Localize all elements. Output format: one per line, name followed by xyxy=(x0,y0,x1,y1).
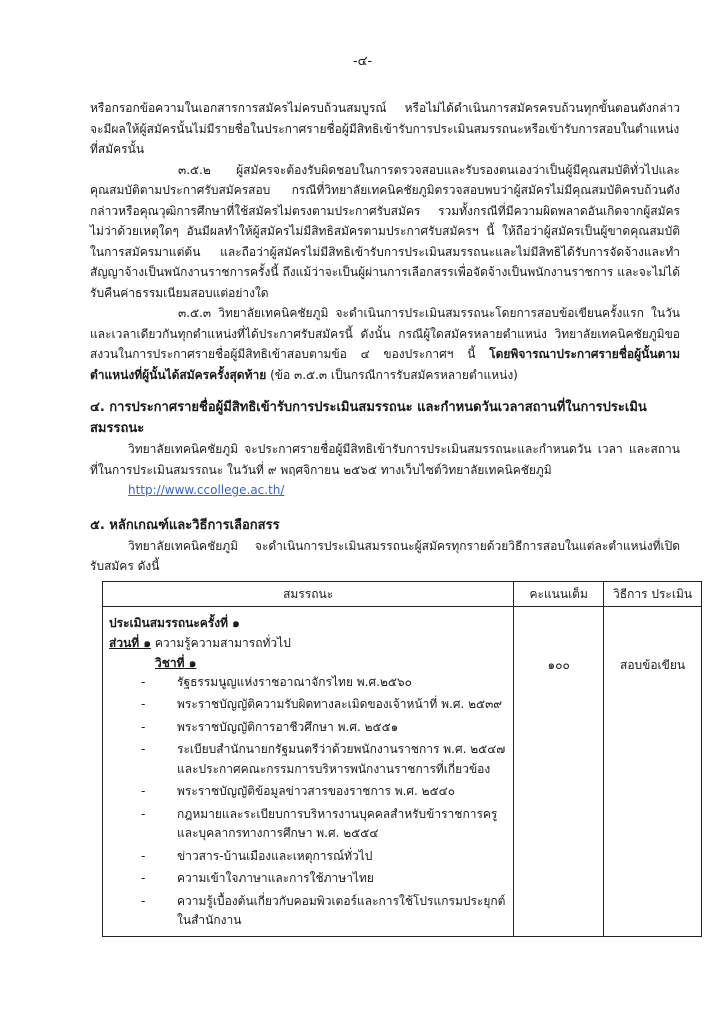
subject-items xyxy=(109,673,507,931)
method-value: สอบข้อเขียน xyxy=(620,657,686,672)
section-4-text: วิทยาลัยเทคนิคชัยภูมิ จะประกาศรายชื่อผู้มีสิทธิเข้ารับการประเมินสมรรถนะและกำหนดวัน เวลา และสถานที่ในการประเมินสมรรถนะ ในวันที่ ๙ พฤศจิกายน ๒๕๖๕ ทางเว็บไซต์วิทยาลัยเทคนิคชัยภูมิ xyxy=(90,442,680,477)
part-text: ความรู้ความสามารถทั่วไป xyxy=(154,635,291,650)
list-item: - พระราชบัญญัติข้อมูลข่าวสารของราชการ พ.ศ. ๒๕๔๐ xyxy=(109,782,507,802)
section-4-heading: ๔. การประกาศรายชื่อผู้มีสิทธิเข้ารับการประเมินสมรรถนะ และกำหนดวันเวลาสถานที่ในการประเมินสมรรถนะ xyxy=(90,400,647,436)
list-item: - รัฐธรรมนูญแห่งราชอาณาจักรไทย พ.ศ.๒๕๖๐ xyxy=(109,673,507,693)
list-item: - ความเข้าใจภาษาและการใช้ภาษาไทย xyxy=(109,869,507,889)
list-item: - ข่าวสาร-บ้านเมืองและเหตุการณ์ทั่วไป xyxy=(109,847,507,867)
p3-normal-text: ๓.๕.๓ วิทยาลัยเทคนิคชัยภูมิ จะดำเนินการประเมินสมรรถนะโดยการสอบข้อเขียนครั้งแรก ในวันและเวลาเดียวกันทุกตำแหน่งที่ได้ประกาศรับสมัครนี้ ดังนั้น กรณีผู้ใดสมัครหลายตำแหน่ง วิทยาลัยเทคนิคชัยภูมิขอสงวนในการประกาศรายชื่อผู้มีสิทธิเข้าสอบตามข้อ ๔ ของประกาศฯ นี้ xyxy=(90,306,680,361)
document-body xyxy=(90,98,693,937)
list-item: - พระราชบัญญัติการอาชีวศึกษา พ.ศ. ๒๕๕๑ xyxy=(109,718,507,738)
list-item: - พระราชบัญญัติความรับผิดทางละเมิดของเจ้าหน้าที่ พ.ศ. ๒๕๓๙ xyxy=(109,695,507,715)
section-4-link-line xyxy=(90,480,680,501)
page-number: -๔- xyxy=(352,54,373,69)
header-method: วิธีการ ประเมิน xyxy=(604,581,702,606)
section-5-heading: ๕. หลักเกณฑ์และวิธีการเลือกสรร xyxy=(90,517,280,533)
header-competency: สมรรถนะ xyxy=(103,581,514,606)
header-full-score: คะแนนเต็ม xyxy=(514,581,604,606)
p3-bold-text: โดยพิจารณาประกาศรายชื่อผู้นั้นตามตำแหน่งที่ผู้นั้นได้สมัครครั้งสุดท้าย xyxy=(90,347,680,382)
part-label: ส่วนที่ ๑ xyxy=(109,635,151,650)
table-header-row xyxy=(103,581,702,606)
list-item: - กฎหมายและระเบียบการบริหารงานบุคคลสำหรับข้าราชการครูและบุคลากรทางการศึกษา พ.ศ. ๒๕๕๔ xyxy=(109,805,507,844)
method-cell xyxy=(604,606,702,936)
subject-label: วิชาที่ ๑ xyxy=(155,655,197,670)
competency-table xyxy=(102,581,702,937)
paragraph-3-5-2: ๓.๕.๒ ผู้สมัครจะต้องรับผิดชอบในการตรวจสอบและรับรองตนเองว่าเป็นผู้มีคุณสมบัติทั่วไปและคุณสมบัติตามประกาศรับสมัครสอบ กรณีที่วิทยาลัยเทคนิคชัยภูมิตรวจสอบพบว่าผู้สมัครไม่มีคุณสมบัติครบถ้วนดังกล่าวหรือคุณวุฒิการศึกษาที่ใช้สมัครไม่ตรงตามประกาศรับสมัคร รวมทั้งกรณีที่มีความผิดพลาดอันเกิดจากผู้สมัครไม่ว่าด้วยเหตุใดๆ อันมีผลทำให้ผู้สมัครไม่มีสิทธิสมัครตามประกาศรับสมัครฯ นี้ ให้ถือว่าผู้สมัครเป็นผู้ขาดคุณสมบัติในการสมัครมาแต่ต้น และถือว่าผู้สมัครไม่มีสิทธิเข้ารับการประเมินสมรรถนะและไม่มีสิทธิได้รับการจัดจ้างและทำสัญญาจ้างเป็นพนักงานราชการครั้งนี้ ถึงแม้ว่าจะเป็นผู้ผ่านการเลือกสรรเพื่อจัดจ้างเป็นพนักงานราชการ และจะไม่ได้รับคืนค่าธรรมเนียมสอบแต่อย่างใด xyxy=(90,162,680,300)
p3-tail-text: (ข้อ ๓.๕.๓ เป็นกรณีการรับสมัครหลายตำแหน่ง) xyxy=(270,367,518,382)
score-value: ๑๐๐ xyxy=(547,657,570,672)
list-item: - ความรู้เบื้องต้นเกี่ยวกับคอมพิวเตอร์และการใช้โปรแกรมประยุกต์ในสำนักงาน xyxy=(109,892,507,931)
round-title: ประเมินสมรรถนะครั้งที่ ๑ xyxy=(109,615,240,630)
competency-cell xyxy=(103,606,514,936)
list-item: - ระเบียบสำนักนายกรัฐมนตรีว่าด้วยพนักงานราชการ พ.ศ. ๒๕๔๗ และประกาศคณะกรรมการบริหารพนักงานราชการที่เกี่ยวข้อง xyxy=(109,740,507,779)
section-5-text: วิทยาลัยเทคนิคชัยภูมิ จะดำเนินการประเมินสมรรถนะผู้สมัครทุกรายด้วยวิธีการสอบในแต่ละตำแหน่งที่เปิดรับสมัคร ดังนี้ xyxy=(90,538,680,573)
table-row xyxy=(103,606,702,936)
score-cell xyxy=(514,606,604,936)
college-website-link[interactable]: http://www.ccollege.ac.th/ xyxy=(128,483,285,497)
paragraph-3-5-3 xyxy=(90,303,680,385)
paragraph-1: หรือกรอกข้อความในเอกสารการสมัครไม่ครบถ้วนสมบูรณ์ หรือไม่ได้ดำเนินการสมัครครบถ้วนทุกขั้นตอนดังกล่าว จะมีผลให้ผู้สมัครนั้นไม่มีรายชื่อในประกาศรายชื่อผู้มีสิทธิเข้ารับการประเมินสมรรถนะหรือเข้ารับการสอบในตำแหน่งที่สมัครนั้น xyxy=(90,101,680,156)
part-line xyxy=(109,633,507,653)
